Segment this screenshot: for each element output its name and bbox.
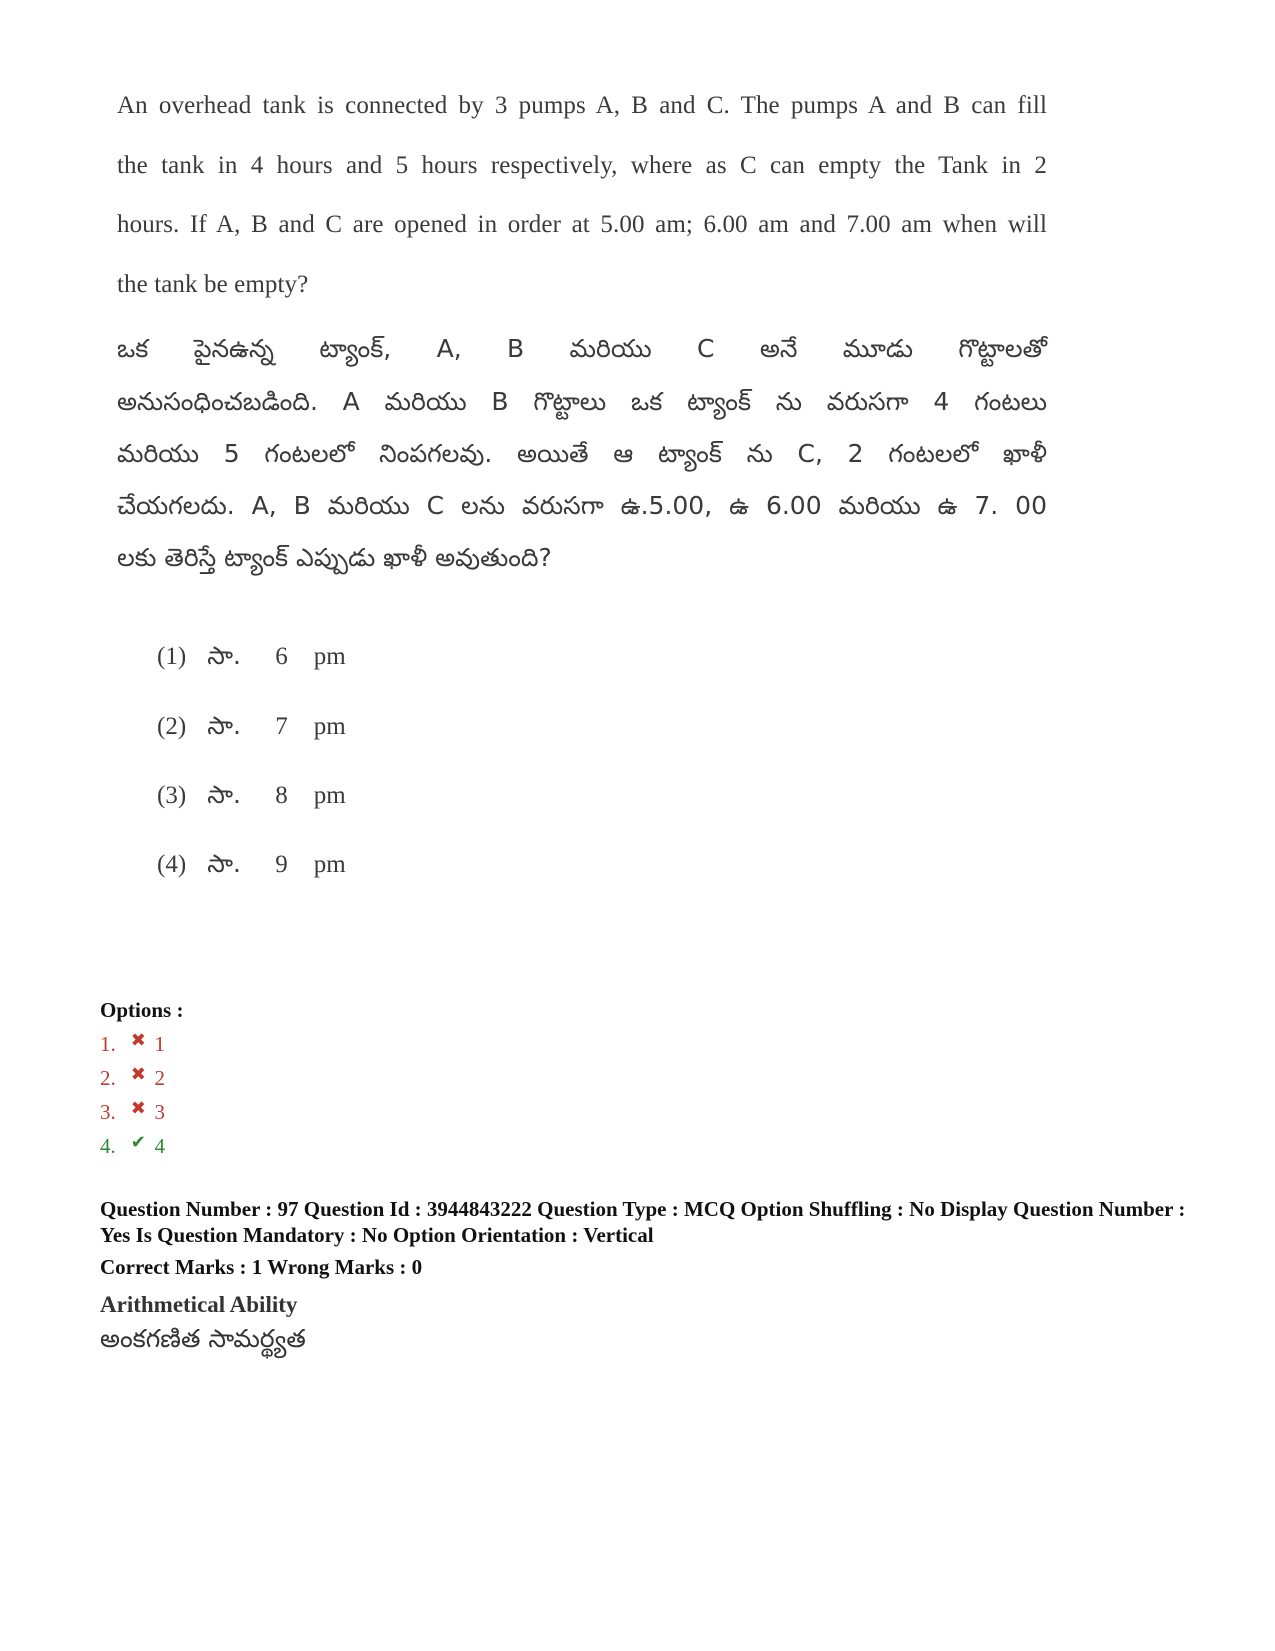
question-text-te-line-3: మరియు 5 గంటలలో నింపగలవు. అయితే ఆ ట్యాంక్ ను C, 2 గంటలలో ఖాళీ [117,439,1047,468]
choice-unit: pm [313,713,346,740]
answer-option-3 [100,1100,165,1125]
cross-icon: ✖ [130,1030,146,1050]
choice-value: 9 [275,851,288,878]
question-text-te-line-5: లకు తెరిస్తే ట్యాంక్ ఎప్పుడు ఖాళీ అవుతుంది? [117,543,552,572]
question-text-en-line-4: the tank be empty? [117,271,309,298]
choice-prefix: సా. [207,641,241,670]
question-text-te-line-2: అనుసంధించబడింది. A మరియు B గొట్టాలు ఒక ట్యాంక్ ను వరుసగా 4 గంటలు [117,387,1047,416]
answer-option-2 [100,1066,165,1091]
answer-index: 1. [100,1032,116,1056]
answer-value: 1 [154,1032,165,1056]
choice-number: (1) [157,643,187,670]
section-title: Arithmetical Ability [100,1292,298,1317]
choice-1 [157,641,346,677]
answer-value: 2 [154,1066,165,1090]
choice-number: (4) [157,851,187,878]
choice-unit: pm [313,851,346,878]
choice-value: 8 [275,782,288,809]
section-title-telugu: అంకగణిత సామర్థ్యత [100,1324,306,1353]
choice-unit: pm [313,643,346,670]
marks-info: Correct Marks : 1 Wrong Marks : 0 [100,1255,423,1279]
answer-value: 4 [154,1134,165,1158]
answer-value: 3 [154,1100,165,1124]
question-text-te-line-4: చేయగలదు. A, B మరియు C లను వరుసగా ఉ.5.00, ఉ 6.00 మరియు ఉ 7. 00 [117,491,1047,520]
check-icon: ✔ [130,1132,146,1152]
question-text-en-line-1: An overhead tank is connected by 3 pumps A, B and C. The pumps A and B can fill [117,92,1047,119]
cross-icon: ✖ [130,1064,146,1084]
answer-index: 2. [100,1066,116,1090]
choice-unit: pm [313,782,346,809]
question-text-te-line-1: ఒక పైనఉన్న ట్యాంక్, A, B మరియు C అనే మూడు గొట్టాలతో [117,334,1047,363]
choice-value: 6 [275,643,288,670]
choice-prefix: సా. [207,711,241,740]
choice-2 [157,711,346,747]
answer-index: 4. [100,1134,116,1158]
choice-number: (2) [157,713,187,740]
answer-option-4 [100,1134,165,1159]
answer-option-1 [100,1032,165,1057]
choice-prefix: సా. [207,780,241,809]
choice-prefix: సా. [207,849,241,878]
question-text-en-line-3: hours. If A, B and C are opened in order at 5.00 am; 6.00 am and 7.00 am when will [117,211,1047,238]
choice-4 [157,849,346,885]
question-text-en-line-2: the tank in 4 hours and 5 hours respectively, where as C can empty the Tank in 2 [117,152,1047,179]
question-metadata: Question Number : 97 Question Id : 3944843222 Question Type : MCQ Option Shuffling : No Display Question Number : Yes Is Question Mandatory : No Option Orientation : Vertical [100,1197,1186,1247]
choice-value: 7 [275,713,288,740]
cross-icon: ✖ [130,1098,146,1118]
answer-index: 3. [100,1100,116,1124]
options-title: Options : [100,998,184,1022]
choice-3 [157,780,346,816]
question-image [100,78,1060,938]
choice-number: (3) [157,782,187,809]
